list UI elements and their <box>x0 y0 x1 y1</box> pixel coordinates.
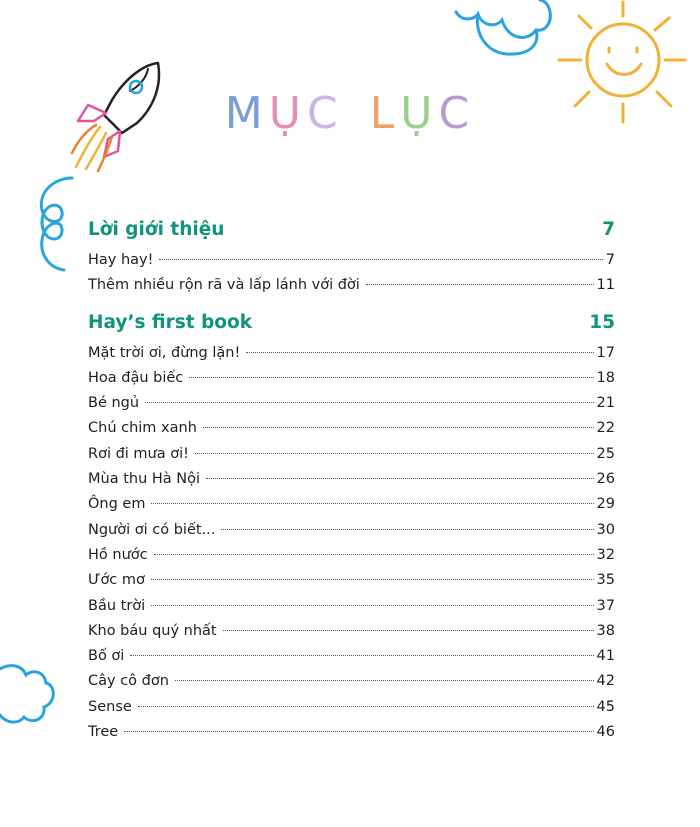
entry-page-number: 32 <box>596 546 615 563</box>
title-letter: L <box>369 88 401 139</box>
toc-entry <box>88 442 615 467</box>
dot-leader <box>151 579 594 580</box>
dot-leader <box>203 427 594 428</box>
entry-page-number: 26 <box>596 471 615 488</box>
dot-leader <box>151 605 593 606</box>
entry-page-number: 17 <box>596 344 615 361</box>
toc-entry <box>88 543 615 568</box>
dot-leader <box>221 529 593 530</box>
dot-leader <box>206 478 594 479</box>
entry-page-number: 22 <box>596 420 615 437</box>
entry-title: Sense <box>88 698 132 715</box>
toc-entry <box>88 568 615 593</box>
entry-title: Bầu trời <box>88 597 146 614</box>
section-heading <box>88 305 615 341</box>
entry-title: Ông em <box>88 496 146 513</box>
toc-entry <box>88 644 615 669</box>
toc-entry <box>88 416 615 441</box>
cloud-icon <box>448 0 558 70</box>
entry-page-number: 30 <box>596 521 615 538</box>
title-letter: Ụ <box>400 88 439 139</box>
toc-entry <box>88 492 615 517</box>
entry-page-number: 37 <box>596 597 615 614</box>
toc-entry <box>88 720 615 745</box>
dot-leader <box>223 630 594 631</box>
entry-title: Mùa thu Hà Nội <box>88 471 201 488</box>
toc-entry <box>88 695 615 720</box>
dot-leader <box>195 453 594 454</box>
title-letter: C <box>438 88 476 139</box>
section-title: Hay’s first book <box>88 311 253 333</box>
toc-entry <box>88 366 615 391</box>
entry-title: Cây cô đơn <box>88 673 169 690</box>
entry-page-number: 41 <box>596 648 615 665</box>
entry-title: Bé ngủ <box>88 395 140 412</box>
toc-entry <box>88 248 615 273</box>
entry-page-number: 18 <box>596 369 615 386</box>
toc-entry <box>88 594 615 619</box>
swirl-icon <box>28 170 78 280</box>
dot-leader <box>366 284 594 285</box>
dot-leader <box>124 731 593 732</box>
dot-leader <box>189 377 593 378</box>
entry-title: Hồ nước <box>88 546 148 563</box>
dot-leader <box>175 680 594 681</box>
section-title: Lời giới thiệu <box>88 219 225 240</box>
entry-page-number: 7 <box>605 252 615 268</box>
entry-title: Người ơi có biết... <box>88 521 216 538</box>
entry-title: Bố ơi <box>88 648 125 665</box>
entry-title: Hay hay! <box>88 252 154 268</box>
title-letter: C <box>306 88 344 139</box>
title-letter: M <box>224 88 269 139</box>
entry-title: Mặt trời ơi, đừng lặn! <box>88 344 241 361</box>
section-heading <box>88 212 615 248</box>
entry-page-number: 29 <box>596 496 615 513</box>
entry-page-number: 38 <box>596 622 615 639</box>
toc-entry <box>88 391 615 416</box>
toc-entry <box>88 669 615 694</box>
entry-page-number: 35 <box>596 572 615 589</box>
dot-leader <box>138 706 594 707</box>
dot-leader <box>130 655 593 656</box>
entry-title: Kho báu quý nhất <box>88 622 217 639</box>
entry-page-number: 46 <box>596 724 615 741</box>
dot-leader <box>246 352 593 353</box>
table-of-contents <box>88 212 615 745</box>
entry-page-number: 42 <box>596 673 615 690</box>
entry-page-number: 11 <box>596 277 615 294</box>
toc-entry <box>88 619 615 644</box>
toc-entry <box>88 467 615 492</box>
entry-title: Tree <box>88 724 119 741</box>
dot-leader <box>154 554 594 555</box>
entry-title: Rơi đi mưa ơi! <box>88 445 189 462</box>
toc-entry <box>88 273 615 298</box>
entry-title: Hoa đậu biếc <box>88 369 184 386</box>
entry-page-number: 25 <box>596 445 615 462</box>
entry-page-number: 45 <box>596 698 615 715</box>
dot-leader <box>145 402 593 403</box>
toc-entry <box>88 518 615 543</box>
entry-title: Chú chim xanh <box>88 420 197 437</box>
section-page-number: 15 <box>589 311 615 333</box>
section-page-number: 7 <box>602 219 615 240</box>
title-letter: Ụ <box>268 88 307 139</box>
toc-entry <box>88 341 615 366</box>
dot-leader <box>159 259 602 260</box>
title-lettering <box>225 88 475 139</box>
entry-title: Thêm nhiều rộn rã và lấp lánh với đời <box>88 277 360 294</box>
entry-title: Ước mơ <box>88 572 145 589</box>
dot-leader <box>151 503 593 504</box>
cloud-icon <box>0 655 60 735</box>
page-title <box>0 88 700 139</box>
entry-page-number: 21 <box>596 395 615 412</box>
